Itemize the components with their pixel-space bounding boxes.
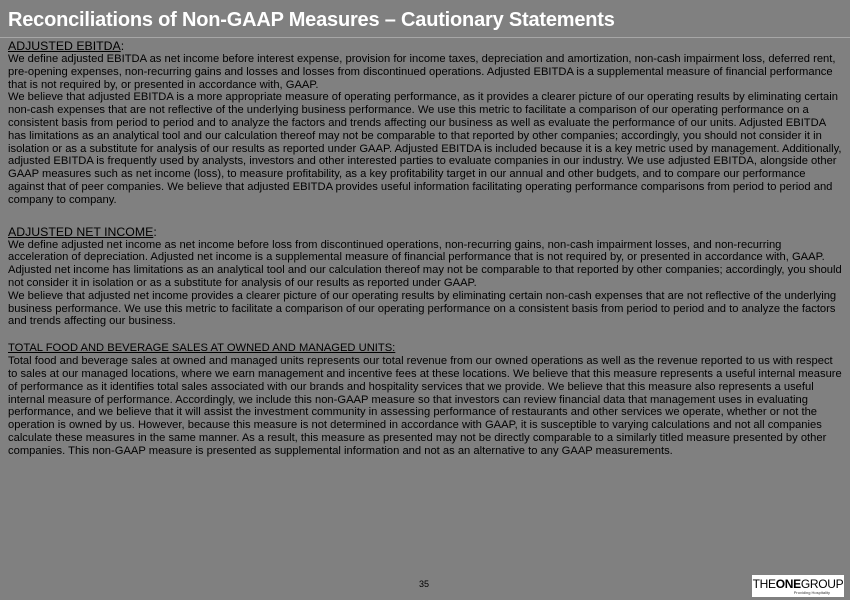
section-adjusted-net-income bbox=[8, 225, 842, 329]
heading-text: ADJUSTED EBITDA bbox=[8, 39, 121, 53]
section-total-food-beverage bbox=[8, 342, 842, 457]
heading-text: TOTAL FOOD AND BEVERAGE SALES AT OWNED AND MANAGED UNITS: bbox=[8, 342, 396, 355]
logo-wordmark bbox=[753, 578, 844, 590]
section-gap bbox=[8, 328, 842, 342]
section-heading bbox=[8, 39, 842, 53]
heading-suffix: : bbox=[153, 224, 157, 239]
paragraph: We believe that adjusted net income provides a clearer picture of our operating results by eliminating certain non-cash expenses that are not reflective of the underlying business performance. We use this metric to facilitate a comparison of our operating performance on a consistent basis from period to period and to analyze the factors and trends affecting our business. bbox=[8, 289, 837, 328]
heading-text: ADJUSTED NET INCOME bbox=[8, 224, 154, 239]
paragraph: We define adjusted EBITDA as net income before interest expense, provision for income taxes, depreciation and amortization, non-cash impairment loss, deferred rent, pre-opening expenses, non-recurring gains and losses and losses from discontinued operations. Adjusted EBITDA is a supplemental measure of financial performance that is not required by, or presented in accordance with, GAAP. bbox=[8, 53, 836, 91]
heading-suffix: : bbox=[120, 39, 125, 53]
section-gap bbox=[8, 207, 842, 225]
logo-text-the: THE bbox=[752, 576, 776, 591]
section-adjusted-ebitda bbox=[8, 39, 842, 207]
page-number: 35 bbox=[419, 579, 430, 589]
logo-text-group: GROUP bbox=[800, 576, 844, 591]
company-logo bbox=[752, 575, 844, 597]
logo-tagline: Providing Hospitality bbox=[793, 589, 830, 595]
paragraph: We define adjusted net income as net income before loss from discontinued operations, non-recurring gains, non-cash impairment losses, and non-recurring acceleration of depreciation. Adjusted net income is a supplemental measure of financial performance that is not required by, or presented in accordance with, GAAP. Adjusted net income has limitations as an analytical tool and our calculation thereof may not be comparable to that reported by other companies; accordingly, you should not consider it in isolation or as a substitute for analysis of our results as reported under GAAP. bbox=[8, 238, 842, 289]
logo-text-one: ONE bbox=[775, 576, 801, 591]
paragraph: We believe that adjusted EBITDA is a more appropriate measure of operating performance, as it provides a clearer picture of our operating results by eliminating certain non-cash expenses that are not reflective of the underlying business performance. We use this metric to facilitate a comparison of our operating performance on a consistent basis from period to period and to analyze the factors and trends affecting our business as well as evaluate the performance of our units. Adjusted EBITDA has limitations as an analytical tool and our calculation thereof may not be comparable to that reported by other companies; accordingly, you should not consider it in isolation or as a substitute for analysis of our results as reported under GAAP. Adjusted EBITDA is included because it is a key metric used by management. Additionally, adjusted EBITDA is frequently used by analysts, investors and other interested parties to evaluate companies in our industry. We use adjusted EBITDA, alongside other GAAP measures such as net income (loss), to measure profitability, as a key profitability target in our annual and other budgets, and to compare our performance against that of peer companies. We believe that adjusted EBITDA provides useful information facilitating operating performance comparisons from period to period and company to company. bbox=[8, 91, 842, 206]
content-body bbox=[8, 39, 842, 458]
page-title: Reconciliations of Non-GAAP Measures – Cautionary Statements bbox=[8, 9, 615, 31]
section-heading bbox=[8, 342, 842, 355]
paragraph: Total food and beverage sales at owned and managed units represents our total revenue from our owned operations as well as the revenue reported to us with respect to sales at our managed locations, where we earn management and incentive fees at these locations. We believe that this measure represents a useful internal measure of performance as it identifies total sales associated with our brands and hospitality services that we provide. We believe that this measure also represents a useful internal measure of performance. Accordingly, we include this non-GAAP measure so that investors can review financial data that management uses in evaluating performance, and we believe that it will assist the investment community in assessing performance of restaurants and other services we operate, whether or not the operation is owned by us. However, because this measure is not determined in accordance with GAAP, it is susceptible to varying calculations and not all companies calculate these measures in the same manner. As a result, this measure as presented may not be directly comparable to a similarly titled measure presented by other companies. This non-GAAP measure is presented as supplemental information and not as an alternative to any GAAP measurements. bbox=[8, 355, 842, 457]
section-heading bbox=[8, 225, 842, 239]
title-divider bbox=[0, 37, 850, 38]
